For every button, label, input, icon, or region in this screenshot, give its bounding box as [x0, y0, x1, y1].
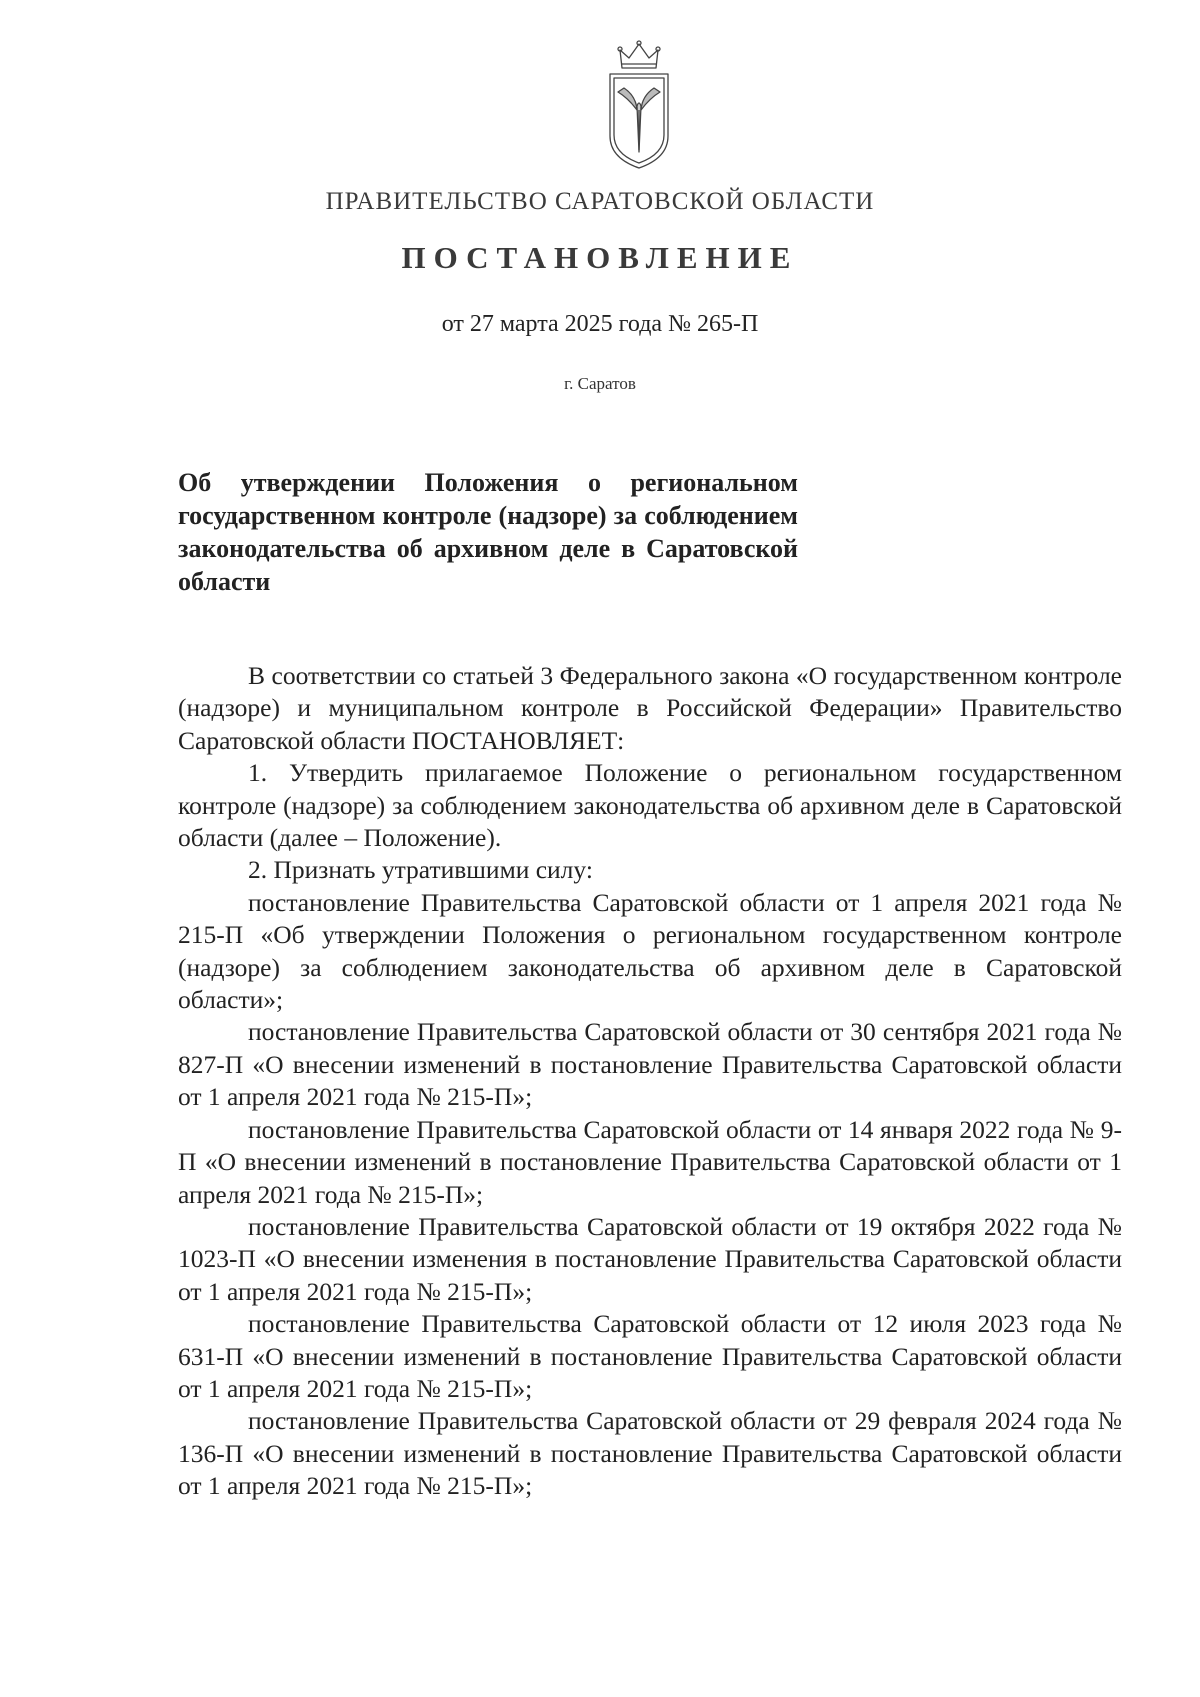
saratov-oblast-coat-of-arms-icon	[602, 40, 676, 172]
repealed-act-6: постановление Правительства Саратовской области от 29 февраля 2024 года № 136-П «О внесении изменений в постановление Правительства Саратовской области от 1 апреля 2021 года № 215-П»;	[178, 1406, 1122, 1501]
body-paragraph-item-1: 1. Утвердить прилагаемое Положение о региональном государственном контроле (надзоре) за соблюдением законодательства об архивном деле в Саратовской области (далее – Положение).	[178, 758, 1122, 853]
repealed-act-2: постановление Правительства Саратовской области от 30 сентября 2021 года № 827-П «О внесении изменений в постановление Правительства Саратовской области от 1 апреля 2021 года № 215-П»;	[178, 1017, 1122, 1112]
body-paragraph-item-2: 2. Признать утратившими силу:	[248, 855, 593, 885]
body-paragraph-preamble: В соответствии со статьей 3 Федерального закона «О государственном контроле (надзоре) и муниципальном контроле в Российской Федерации» Правительство Саратовской области ПОСТАНОВЛЯЕТ:	[178, 661, 1122, 755]
document-date-number: от 27 марта 2025 года № 265-П	[441, 311, 759, 337]
document-title: Об утверждении Положения о региональном государственном контроле (надзоре) за соблюдением законодательства об архивном деле в Саратовской области	[178, 468, 798, 596]
document-body	[178, 660, 1122, 1503]
repealed-act-3: постановление Правительства Саратовской области от 14 января 2022 года № 9-П «О внесении изменений в постановление Правительства Саратовской области от 1 апреля 2021 года № 215-П»;	[178, 1114, 1122, 1209]
repealed-act-1: постановление Правительства Саратовской области от 1 апреля 2021 года № 215-П «Об утверждении Положения о региональном государственном контроле (надзоре) за соблюдением законодательства об архивном деле в Саратовской области»;	[178, 887, 1122, 1015]
government-name: ПРАВИТЕЛЬСТВО САРАТОВСКОЙ ОБЛАСТИ	[325, 188, 875, 215]
document-city: г. Саратов	[564, 374, 636, 393]
repealed-act-4: постановление Правительства Саратовской области от 19 октября 2022 года № 1023-П «О внесении изменения в постановление Правительства Саратовской области от 1 апреля 2021 года № 215-П»;	[178, 1211, 1122, 1306]
document-type: ПОСТАНОВЛЕНИЕ	[401, 240, 799, 275]
repealed-act-5: постановление Правительства Саратовской области от 12 июля 2023 года № 631-П «О внесении изменений в постановление Правительства Саратовской области от 1 апреля 2021 года № 215-П»;	[178, 1309, 1122, 1403]
